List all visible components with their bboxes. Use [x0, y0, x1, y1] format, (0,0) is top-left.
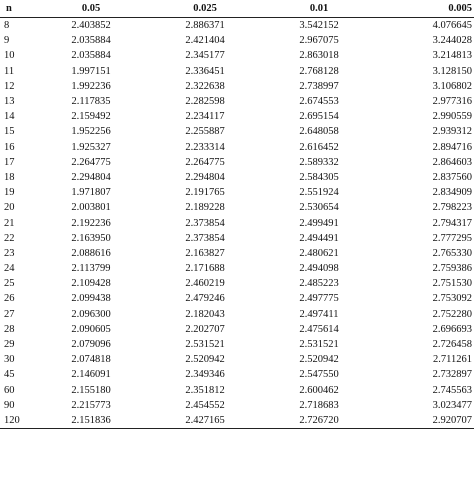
cell-0-05: 2.159492	[71, 111, 111, 123]
cell-0-01: 2.695154	[299, 111, 339, 123]
cell-n: 27	[4, 308, 15, 320]
cell-0-01: 2.520942	[299, 354, 339, 366]
cell-n: 23	[4, 247, 15, 259]
cell-n: 90	[4, 399, 15, 411]
cell-0-005: 3.214813	[432, 50, 472, 62]
cell-0-01: 2.547550	[299, 369, 339, 381]
table-header-row	[0, 0, 474, 18]
table-row	[0, 352, 474, 367]
cell-n: 25	[4, 278, 15, 290]
table-row	[0, 170, 474, 185]
cell-0-01: 2.551924	[299, 187, 339, 199]
cell-0-01: 2.497775	[299, 293, 339, 305]
cell-0-05: 2.264775	[71, 156, 111, 168]
cell-n: 29	[4, 339, 15, 351]
cell-0-005: 2.798223	[432, 202, 472, 214]
cell-n: 20	[4, 202, 15, 214]
cell-0-005: 2.732897	[432, 369, 472, 381]
table-row	[0, 33, 474, 48]
table-row	[0, 18, 474, 34]
cell-0-025: 2.460219	[185, 278, 225, 290]
cell-0-05: 2.151836	[34, 413, 148, 429]
cell-0-025: 2.163827	[185, 247, 225, 259]
cell-0-025: 2.282598	[185, 96, 225, 108]
cell-0-005: 2.834909	[432, 187, 472, 199]
cell-0-01: 2.494491	[299, 232, 339, 244]
cell-0-005: 2.753092	[432, 293, 472, 305]
cell-0-005: 2.977316	[432, 96, 472, 108]
cell-0-005: 2.864603	[432, 156, 472, 168]
cell-0-05: 2.215773	[71, 399, 111, 411]
cell-0-005: 3.244028	[432, 35, 472, 47]
cell-0-025: 2.294804	[185, 171, 225, 183]
cell-0-05: 2.090605	[71, 323, 111, 335]
table-row	[0, 231, 474, 246]
cell-n: 8	[4, 20, 10, 32]
cell-n: 45	[4, 369, 15, 381]
cell-0-005: 3.106802	[432, 80, 472, 92]
cell-n: 16	[4, 141, 15, 153]
cell-0-025: 2.345177	[185, 50, 225, 62]
cell-0-025: 2.171688	[185, 263, 225, 275]
cell-0-025: 2.531521	[185, 339, 225, 351]
cell-n: 13	[4, 96, 15, 108]
cell-0-01: 2.648058	[299, 126, 339, 138]
cell-0-05: 1.992236	[71, 80, 111, 92]
cell-0-025: 2.427165	[148, 413, 262, 429]
cell-n: 60	[4, 384, 15, 396]
cell-0-025: 2.520942	[185, 354, 225, 366]
table-row	[0, 79, 474, 94]
cell-0-025: 2.336451	[185, 65, 225, 77]
cell-0-01: 2.485223	[299, 278, 339, 290]
table-row	[0, 124, 474, 139]
cell-0-05: 2.079096	[71, 339, 111, 351]
cell-0-01: 2.738997	[299, 80, 339, 92]
table-row	[0, 291, 474, 306]
column-header-0-025: 0.025	[148, 0, 262, 18]
cell-n: 28	[4, 323, 15, 335]
cell-0-05: 2.146091	[71, 369, 111, 381]
cell-0-005: 2.794317	[432, 217, 472, 229]
cell-0-025: 2.421404	[185, 35, 225, 47]
cell-n: 22	[4, 232, 15, 244]
cell-0-05: 1.925327	[71, 141, 111, 153]
cell-0-025: 2.191765	[185, 187, 225, 199]
cell-0-05: 2.192236	[71, 217, 111, 229]
cell-n: 18	[4, 171, 15, 183]
cell-0-005: 2.751530	[432, 278, 472, 290]
cell-n: 15	[4, 126, 15, 138]
cell-n: 24	[4, 263, 15, 275]
cell-0-01: 2.497411	[299, 308, 339, 320]
cell-0-025: 2.255887	[185, 126, 225, 138]
cell-0-01: 2.480621	[299, 247, 339, 259]
cell-0-05: 2.403852	[71, 20, 111, 32]
cell-0-05: 2.109428	[71, 278, 111, 290]
table-row	[0, 307, 474, 322]
cell-0-005: 3.128150	[432, 65, 472, 77]
cell-0-01: 2.530654	[299, 202, 339, 214]
cell-0-01: 2.726720	[262, 413, 376, 429]
cell-0-025: 2.351812	[185, 384, 225, 396]
cell-n: 17	[4, 156, 15, 168]
cell-0-05: 2.117835	[71, 96, 111, 108]
cell-0-005: 2.696693	[432, 323, 472, 335]
cell-0-05: 2.099438	[71, 293, 111, 305]
cell-0-05: 1.952256	[71, 126, 111, 138]
table-row	[0, 64, 474, 79]
cell-0-01: 2.768128	[299, 65, 339, 77]
cell-0-01: 2.616452	[299, 141, 339, 153]
cell-0-005: 2.939312	[432, 126, 472, 138]
cell-0-025: 2.373854	[185, 232, 225, 244]
cell-0-05: 2.294804	[71, 171, 111, 183]
cell-0-025: 2.454552	[185, 399, 225, 411]
cell-0-025: 2.182043	[185, 308, 225, 320]
cell-0-01: 2.967075	[299, 35, 339, 47]
cell-0-01: 2.494098	[299, 263, 339, 275]
cell-n: 120	[0, 413, 34, 429]
table-row	[0, 246, 474, 261]
table-row	[0, 322, 474, 337]
column-header-n: n	[0, 0, 34, 18]
cell-0-025: 2.349346	[185, 369, 225, 381]
column-header-0-005: 0.005	[376, 0, 474, 18]
table-row	[0, 413, 474, 429]
table-row	[0, 367, 474, 382]
table-row	[0, 200, 474, 215]
cell-0-025: 2.233314	[185, 141, 225, 153]
cell-0-05: 1.971807	[71, 187, 111, 199]
cell-n: 14	[4, 111, 15, 123]
cell-0-01: 2.499491	[299, 217, 339, 229]
cell-0-05: 2.096300	[71, 308, 111, 320]
table-body	[0, 18, 474, 429]
table-row	[0, 48, 474, 63]
cell-0-025: 2.886371	[185, 20, 225, 32]
cell-0-005: 2.777295	[432, 232, 472, 244]
cell-0-025: 2.264775	[185, 156, 225, 168]
cell-n: 21	[4, 217, 15, 229]
cell-0-05: 2.113799	[71, 263, 111, 275]
column-header-0-01: 0.01	[262, 0, 376, 18]
cell-0-01: 2.718683	[299, 399, 339, 411]
cell-0-025: 2.202707	[185, 323, 225, 335]
cell-0-005: 2.752280	[432, 308, 472, 320]
table-row	[0, 140, 474, 155]
cell-0-01: 2.600462	[299, 384, 339, 396]
cell-0-005: 3.023477	[432, 399, 472, 411]
cell-0-05: 2.163950	[71, 232, 111, 244]
cell-0-005: 2.726458	[432, 339, 472, 351]
cell-0-025: 2.479246	[185, 293, 225, 305]
cell-0-025: 2.234117	[185, 111, 225, 123]
cell-n: 26	[4, 293, 15, 305]
cell-0-01: 2.674553	[299, 96, 339, 108]
cell-n: 12	[4, 80, 15, 92]
cell-0-01: 2.475614	[299, 323, 339, 335]
cell-0-01: 2.584305	[299, 171, 339, 183]
cell-0-005: 2.837560	[432, 171, 472, 183]
cell-0-025: 2.189228	[185, 202, 225, 214]
table-row	[0, 94, 474, 109]
cell-0-005: 2.759386	[432, 263, 472, 275]
cell-0-05: 2.035884	[71, 50, 111, 62]
cell-n: 9	[4, 35, 10, 47]
cell-0-05: 2.003801	[71, 202, 111, 214]
cell-0-025: 2.373854	[185, 217, 225, 229]
cell-0-01: 2.589332	[299, 156, 339, 168]
table-row	[0, 337, 474, 352]
cell-n: 30	[4, 354, 15, 366]
table-row	[0, 109, 474, 124]
cell-0-005: 2.920707	[376, 413, 474, 429]
cell-0-01: 2.863018	[299, 50, 339, 62]
cell-0-005: 2.894716	[432, 141, 472, 153]
cell-0-01: 3.542152	[299, 20, 339, 32]
table-row	[0, 276, 474, 291]
table-row	[0, 261, 474, 276]
cell-n: 19	[4, 187, 15, 199]
table-row	[0, 398, 474, 413]
cell-0-05: 2.155180	[71, 384, 111, 396]
table-row	[0, 215, 474, 230]
cell-n: 10	[4, 50, 15, 62]
cell-0-005: 2.765330	[432, 247, 472, 259]
table-row	[0, 383, 474, 398]
cell-0-005: 2.990559	[432, 111, 472, 123]
cell-0-05: 1.997151	[71, 65, 111, 77]
cell-0-05: 2.074818	[71, 354, 111, 366]
column-header-0-05: 0.05	[34, 0, 148, 18]
table-row	[0, 185, 474, 200]
cell-0-025: 2.322638	[185, 80, 225, 92]
cell-0-05: 2.035884	[71, 35, 111, 47]
table-row	[0, 155, 474, 170]
cell-0-005: 4.076645	[432, 20, 472, 32]
cell-0-05: 2.088616	[71, 247, 111, 259]
cell-0-01: 2.531521	[299, 339, 339, 351]
cell-n: 11	[4, 65, 15, 77]
cell-0-005: 2.745563	[432, 384, 472, 396]
cell-0-005: 2.711261	[433, 354, 472, 366]
